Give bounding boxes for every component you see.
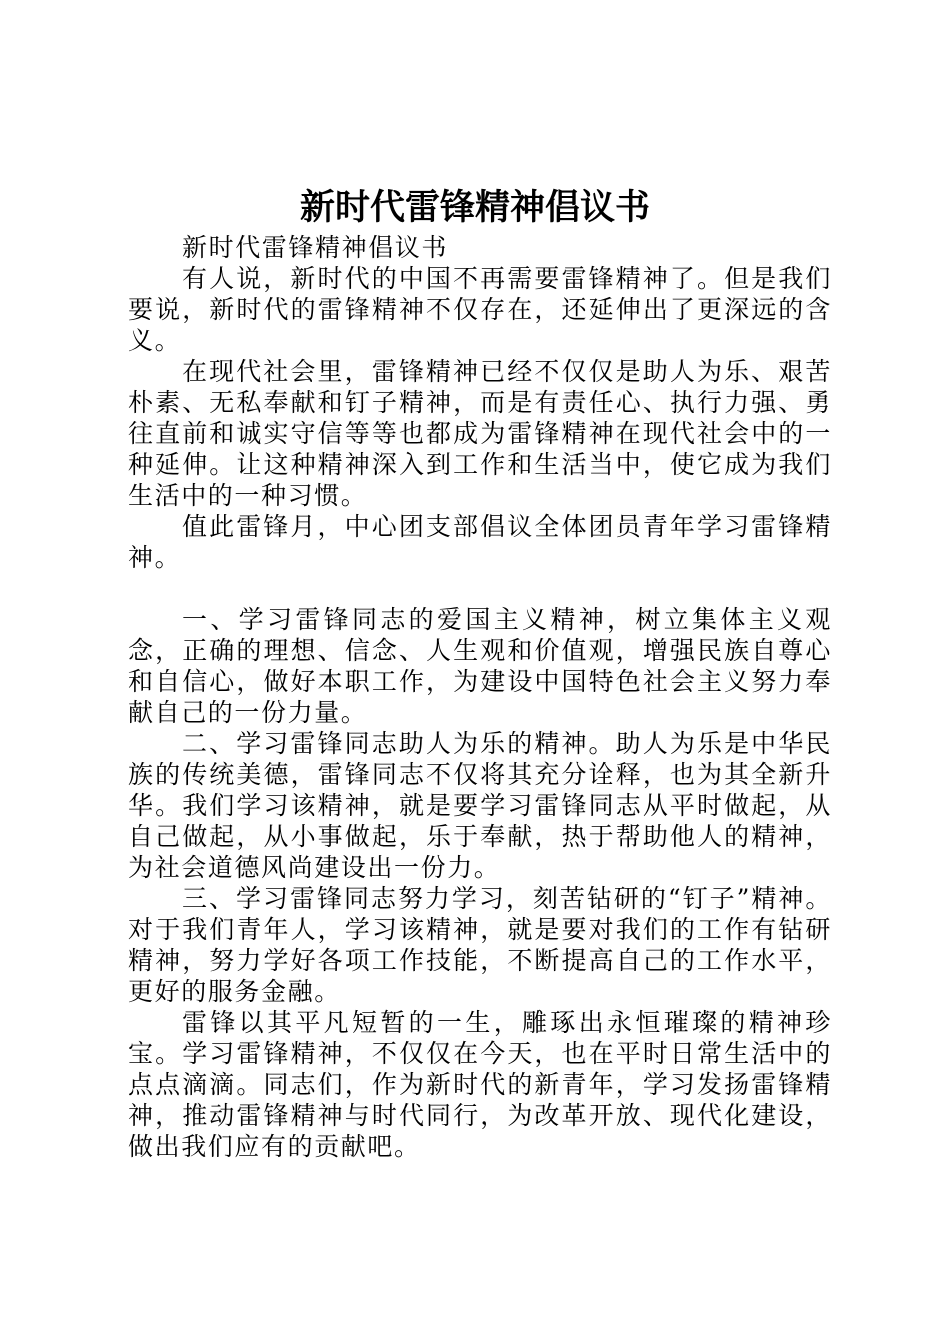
paragraph-subtitle: 新时代雷锋精神倡议书 — [182, 233, 449, 262]
paragraph-point-three: 三、学习雷锋同志努力学习，刻苦钻研的“钉子”精神。对于我们青年人，学习该精神，就是要对我们的工作有钻研精神，努力学好各项工作技能，不断提高自己的工作水平，更好的服务金融。 — [128, 884, 832, 1006]
paragraph-spacer — [128, 573, 832, 604]
paragraph-point-one: 一、学习雷锋同志的爱国主义精神，树立集体主义观念，正确的理想、信念、人生观和价值观，增强民族自尊心和自信心，做好本职工作，为建设中国特色社会主义努力奉献自己的一份力量。 — [128, 605, 832, 727]
paragraph-intro: 有人说，新时代的中国不再需要雷锋精神了。但是我们要说，新时代的雷锋精神不仅存在，还延伸出了更深远的含义。 — [128, 264, 832, 355]
paragraph-modern-society: 在现代社会里，雷锋精神已经不仅仅是助人为乐、艰苦朴素、无私奉献和钉子精神，而是有责任心、执行力强、勇往直前和诚实守信等等也都成为雷锋精神在现代社会中的一种延伸。让这种精神深入到工作和生活当中，使它成为我们生活中的一种习惯。 — [128, 357, 832, 510]
paragraph-conclusion: 雷锋以其平凡短暂的一生，雕琢出永恒璀璨的精神珍宝。学习雷锋精神，不仅仅在今天，也在平时日常生活中的点点滴滴。同志们，作为新时代的新青年，学习发扬雷锋精神，推动雷锋精神与时代同行，为改革开放、现代化建设，做出我们应有的贡献吧。 — [128, 1008, 832, 1161]
document-title: 新时代雷锋精神倡议书 — [299, 187, 650, 228]
paragraph-proposal: 值此雷锋月，中心团支部倡议全体团员青年学习雷锋精神。 — [128, 512, 832, 572]
paragraph-point-two: 二、学习雷锋同志助人为乐的精神。助人为乐是中华民族的传统美德，雷锋同志不仅将其充分诠释，也为其全新升华。我们学习该精神，就是要学习雷锋同志从平时做起，从自己做起，从小事做起，乐于奉献，热于帮助他人的精神，为社会道德风尚建设出一份力。 — [128, 729, 832, 882]
document-body — [128, 232, 832, 1162]
